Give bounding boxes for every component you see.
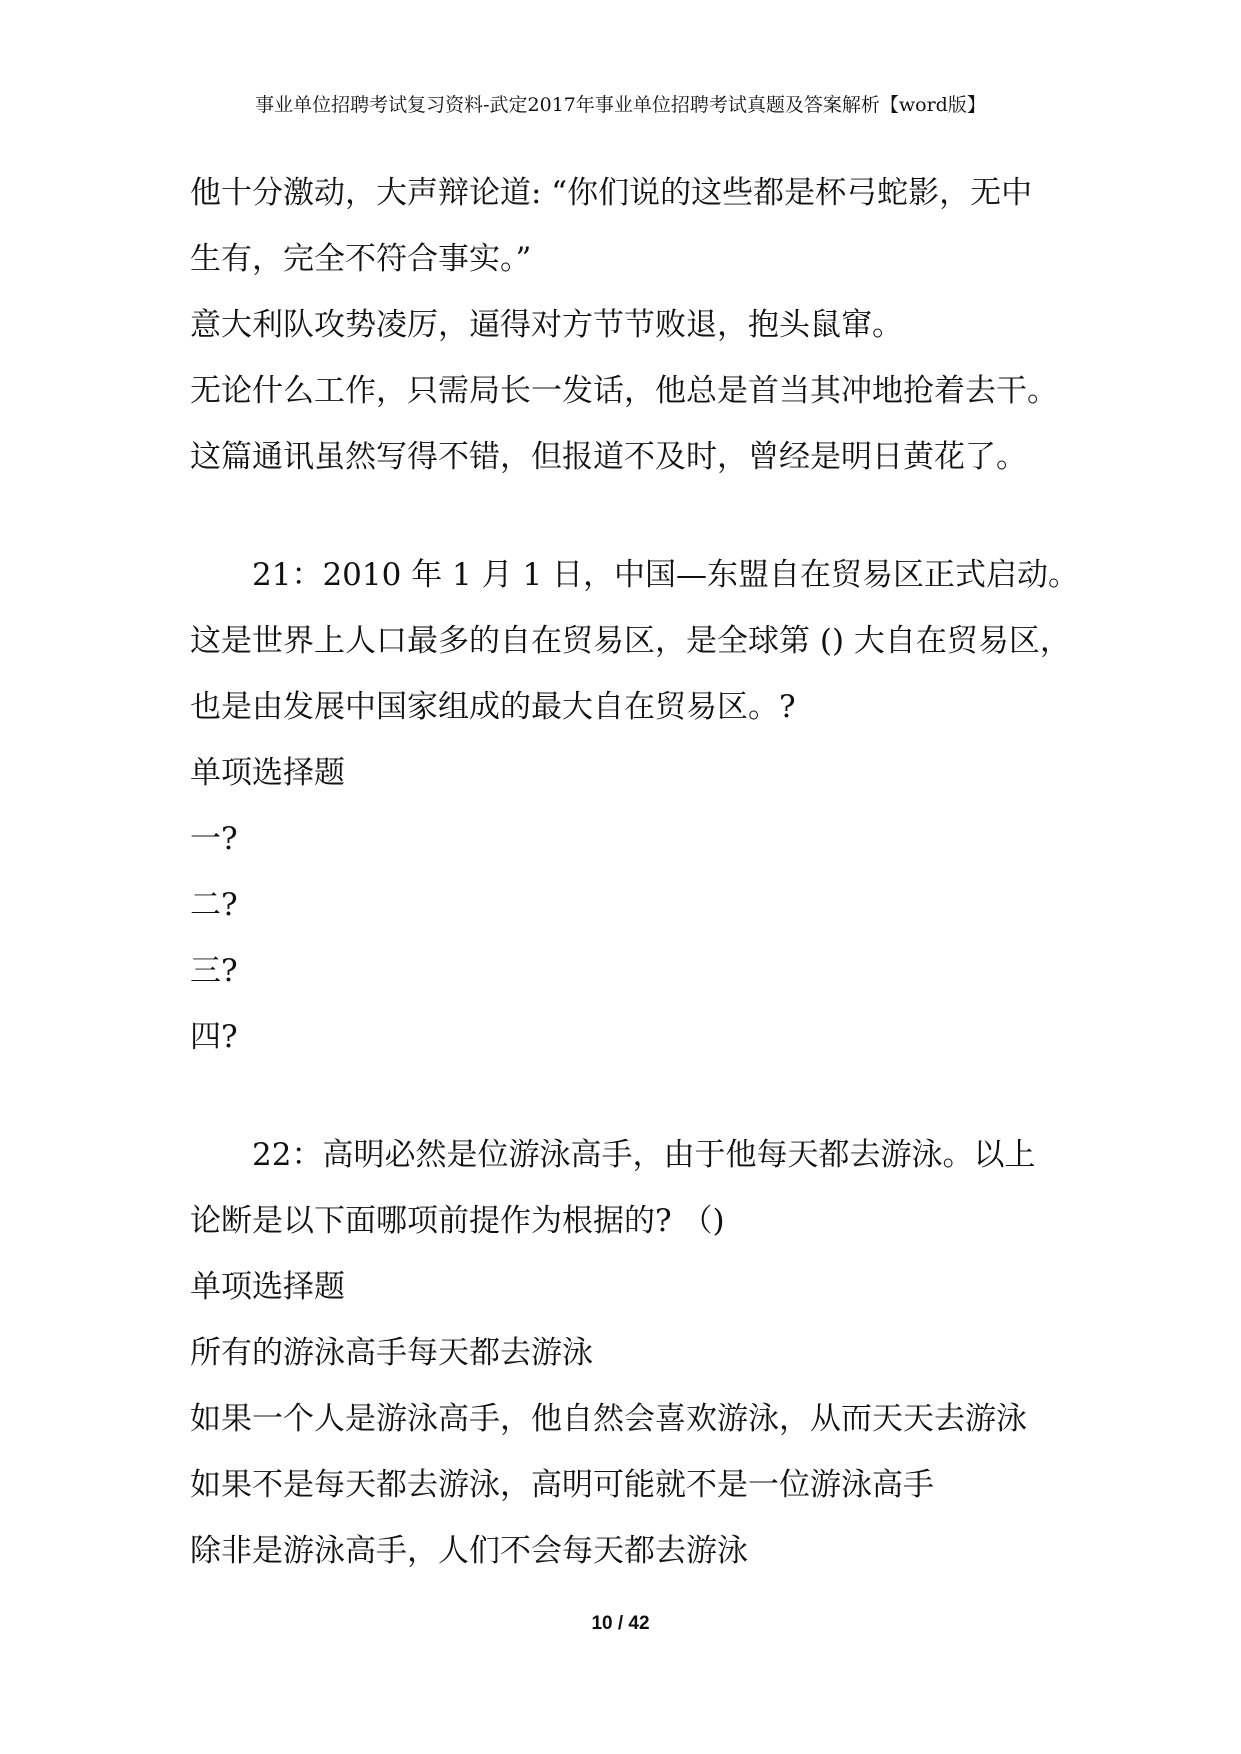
option-line: 生有，完全不符合事实。”: [190, 241, 532, 277]
answer-option: 如果一个人是游泳高手，他自然会喜欢游泳，从而天天去游泳: [190, 1401, 1027, 1437]
question-stem-line: 21：2010 年 1 月 1 日，中国—东盟自在贸易区正式启动。: [252, 557, 1080, 593]
document-header: 事业单位招聘考试复习资料-武定2017年事业单位招聘考试真题及答案解析【word版】: [255, 94, 986, 116]
option-line: 这篇通讯虽然写得不错，但报道不及时，曾经是明日黄花了。: [190, 439, 1027, 475]
question-22: [190, 1122, 1090, 1584]
previous-question-options: [190, 160, 1090, 490]
answer-option: 除非是游泳高手，人们不会每天都去游泳: [190, 1533, 748, 1569]
option-line: 意大利队攻势凌厉，逼得对方节节败退，抱头鼠窜。: [190, 307, 903, 343]
answer-option: 三?: [190, 953, 238, 989]
question-stem-line: 论断是以下面哪项前提作为根据的? （): [190, 1203, 725, 1239]
answer-option: 所有的游泳高手每天都去游泳: [190, 1335, 593, 1371]
question-stem-line: 这是世界上人口最多的自在贸易区，是全球第 () 大自在贸易区，: [190, 623, 1071, 659]
spacer: [190, 490, 1090, 542]
question-type-label: 单项选择题: [190, 755, 345, 791]
answer-option: 如果不是每天都去游泳，高明可能就不是一位游泳高手: [190, 1467, 934, 1503]
question-stem-line: 22：高明必然是位游泳高手，由于他每天都去游泳。以上: [252, 1137, 1036, 1173]
answer-option: 二?: [190, 887, 238, 923]
question-type-label: 单项选择题: [190, 1269, 345, 1305]
option-line: 他十分激动，大声辩论道: “你们说的这些都是杯弓蛇影，无中: [190, 175, 1033, 211]
option-line: 无论什么工作，只需局长一发话，他总是首当其冲地抢着去干。: [190, 373, 1058, 409]
answer-option: 一?: [190, 821, 238, 857]
spacer: [190, 1070, 1090, 1122]
page-number: 10 / 42: [591, 1613, 650, 1634]
question-stem-line: 也是由发展中国家组成的最大自在贸易区。?: [190, 689, 796, 725]
page-content: [190, 160, 1090, 1584]
question-21: [190, 542, 1090, 1070]
answer-option: 四?: [190, 1019, 238, 1055]
